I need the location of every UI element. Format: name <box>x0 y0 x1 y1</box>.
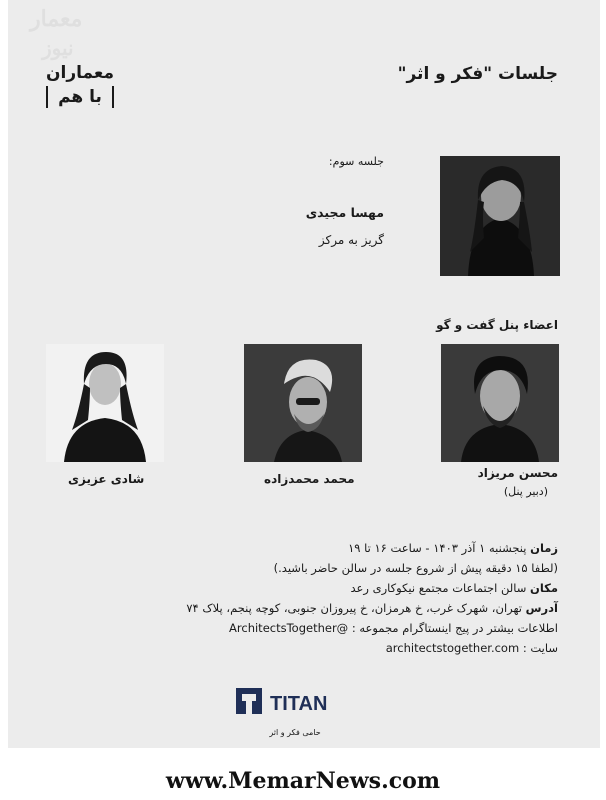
place-line <box>186 578 558 598</box>
panelist-photo-1 <box>441 344 559 462</box>
instagram-line <box>186 618 558 638</box>
session-label: جلسه سوم: <box>328 155 384 168</box>
titan-wordmark: TITAN <box>270 693 328 715</box>
panelist-name-2: محمد محمدزاده <box>264 472 355 486</box>
event-details <box>186 538 558 658</box>
place-label: مکان <box>530 581 558 595</box>
site-footer[interactable]: www.MemarNews.com <box>165 768 441 794</box>
session-speaker: مهسا مجیدی <box>305 205 384 220</box>
logo-line1: معماران <box>45 63 115 83</box>
site-link[interactable]: architectstogether.com <box>385 641 520 655</box>
arrival-note: (لطفا ۱۵ دقیقه پیش از شروع جلسه در سالن حاضر باشید.) <box>273 561 558 575</box>
address-label: آدرس <box>525 601 558 615</box>
site-line <box>186 638 558 658</box>
logo-line2: با هم <box>46 86 114 108</box>
architects-together-logo <box>32 62 128 114</box>
instagram-text: اطلاعات بیشتر در پیج اینستاگرام مجموعه : <box>351 621 558 635</box>
memarnews-watermark <box>12 4 104 68</box>
speaker-photo <box>440 156 560 276</box>
place-value: سالن اجتماعات مجتمع نیکوکاری رعد <box>350 581 527 595</box>
session-topic: گریز به مرکز <box>318 233 384 247</box>
panelist-photo-2 <box>244 344 362 462</box>
event-poster <box>8 0 600 748</box>
watermark-line1: معمار <box>30 6 83 32</box>
page-title: جلسات "فکر و اثر" <box>397 64 558 84</box>
titan-logo <box>236 688 386 722</box>
time-line <box>186 538 558 558</box>
panel-heading: اعضاء پنل گفت و گو <box>436 318 558 332</box>
panelist-photo-3 <box>46 344 164 462</box>
sponsor-caption: حامی فکر و اثر <box>269 728 321 737</box>
address-line <box>186 598 558 618</box>
panelist-role-1: (دبیر پنل) <box>503 485 548 498</box>
time-value: پنجشنبه ۱ آذر ۱۴۰۳ - ساعت ۱۶ تا ۱۹ <box>348 541 527 555</box>
watermark-line2: نیوز <box>42 36 74 60</box>
site-label: سایت : <box>522 641 558 655</box>
address-value: تهران، شهرک غرب، خ هرمزان، خ پیروزان جنوبی، کوچه پنجم، پلاک ۷۴ <box>186 601 522 615</box>
instagram-handle[interactable]: @ArchitectsTogether <box>229 621 349 635</box>
panelist-name-3: شادی عزیزی <box>68 472 145 486</box>
panelist-name-1: محسن مریزاد <box>477 466 558 480</box>
time-label: زمان <box>530 541 558 555</box>
